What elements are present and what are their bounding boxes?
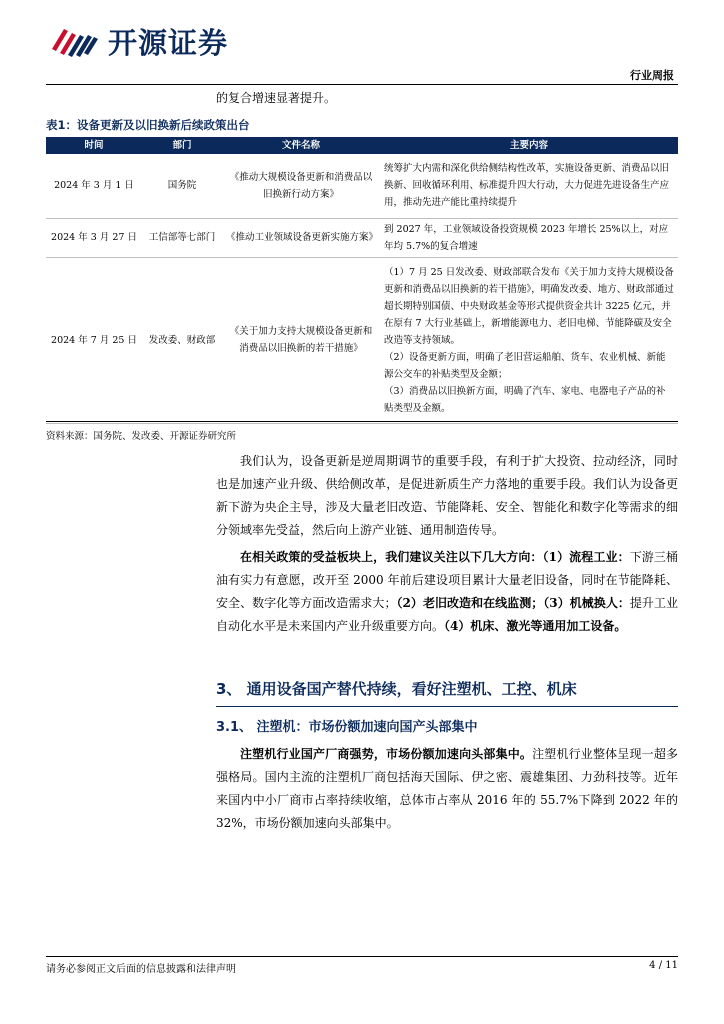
row-doc: 《关于加力支持大规模设备更新和消费品以旧换新的若干措施》 <box>222 257 380 423</box>
paragraph-2 <box>216 546 678 638</box>
content-item: （3）消费品以旧换新方面，明确了汽车、家电、电器电子产品的补贴类型及金额。 <box>384 385 666 414</box>
row-date: 2024 年 3 月 27 日 <box>46 218 142 257</box>
row-doc: 《推动大规模设备更新和消费品以旧换新行动方案》 <box>222 154 380 218</box>
para3-lead: 注塑机行业国产厂商强势，市场份额加速向头部集中。 <box>240 747 533 761</box>
table-row <box>46 257 678 423</box>
para2-bold-3: （4）机床、激光等通用加工设备。 <box>444 619 627 633</box>
table-row <box>46 154 678 218</box>
table-header-row <box>46 137 678 154</box>
page-number: 4 / 11 <box>649 960 678 971</box>
footer-disclaimer: 请务必参阅正文后面的信息披露和法律声明 <box>46 964 236 975</box>
row-doc: 《推动工业领域设备更新实施方案》 <box>222 218 380 257</box>
para2-text-1: 下游三桶油有实力有意愿，改开至 2000 年前后建设项目累计大量老旧设备，同时在节能降耗、安全、数字化等方面改造需求大； <box>216 550 678 610</box>
row-date: 2024 年 7 月 25 日 <box>46 257 142 423</box>
row-date: 2024 年 3 月 1 日 <box>46 154 142 218</box>
col-header-content: 主要内容 <box>380 137 678 154</box>
intro-tail: 的复合增速显著提升。 <box>216 91 337 105</box>
row-dept: 发改委、财政部 <box>142 257 222 423</box>
row-dept: 工信部等七部门 <box>142 218 222 257</box>
col-header-doc: 文件名称 <box>222 137 380 154</box>
section-3-divider <box>216 706 678 707</box>
paragraph-1: 我们认为，设备更新是逆周期调节的重要手段，有利于扩大投资、拉动经济，同时也是加速产业升级、供给侧改革，是促进新质生产力落地的重要手段。我们认为设备更新下游为央企主导，涉及大量老旧改造、节能降耗、安全、智能化和数字化等需求的细分领域率先受益，然后向上游产业链、通用制造传导。 <box>216 454 678 537</box>
paragraph-3 <box>216 743 678 835</box>
col-header-date: 时间 <box>46 137 142 154</box>
header-divider <box>46 84 678 85</box>
row-dept: 国务院 <box>142 154 222 218</box>
section-3-1-heading: 3.1、 注塑机：市场份额加速向国产头部集中 <box>216 720 478 735</box>
row-content: 统筹扩大内需和深化供给侧结构性改革，实施设备更新、消费品以旧换新、回收循环利用、标准提升四大行动，大力促进先进设备生产应用，推动先进产能比重持续提升 <box>380 154 678 218</box>
content-item: （1）7 月 25 日发改委、财政部联合发布《关于加力支持大规模设备更新和消费品以旧换新的若干措施》，明确发改委、地方、财政部通过超长期特别国债、中央财政基金等形式提供资金共计 3225 亿元，并在原有 7 大行业基础上，新增能源电力、老旧电梯、节能降碳及安全改造等支持领域。 <box>384 266 674 346</box>
report-type: 行业周报 <box>630 69 674 82</box>
footer-divider <box>46 956 678 957</box>
section-3-heading: 3、 通用设备国产替代持续，看好注塑机、工控、机床 <box>216 680 577 698</box>
para2-lead: 在相关政策的受益板块上，我们建议关注以下几大方向：（1）流程工业： <box>240 550 630 564</box>
policy-table <box>46 137 678 424</box>
para3-text: 注塑机行业整体呈现一超多强格局。国内主流的注塑机厂商包括海天国际、伊之密、震雄集团、力劲科技等。近年来国内中小厂商市占率持续收缩，总体市占率从 2016 年的 55.7%下降到 2022 年的 32%，市场份额加速向头部集中。 <box>216 747 678 830</box>
table-row <box>46 218 678 257</box>
kaiyuan-logo-icon <box>46 19 104 63</box>
row-content <box>380 257 678 423</box>
brand-logo <box>46 18 276 64</box>
col-header-dept: 部门 <box>142 137 222 154</box>
table-title: 表1：设备更新及以旧换新后续政策出台 <box>46 118 250 132</box>
logo-text: 开源证券 <box>108 25 229 60</box>
table-source: 资料来源：国务院、发改委、开源证券研究所 <box>46 431 237 442</box>
para2-bold-2: （2）老旧改造和在线监测；（3）机械换人： <box>396 596 630 610</box>
content-item: （2）设备更新方面，明确了老旧营运船舶、货车、农业机械、新能源公交车的补贴类型及金额； <box>384 351 666 380</box>
para2-text-2: 提升工业自动化水平是未来国内产业升级重要方向。 <box>216 596 678 633</box>
source-divider <box>46 421 678 422</box>
row-content: 到 2027 年，工业领域设备投资规模 2023 年增长 25%以上，对应年均 5.7%的复合增速 <box>380 218 678 257</box>
